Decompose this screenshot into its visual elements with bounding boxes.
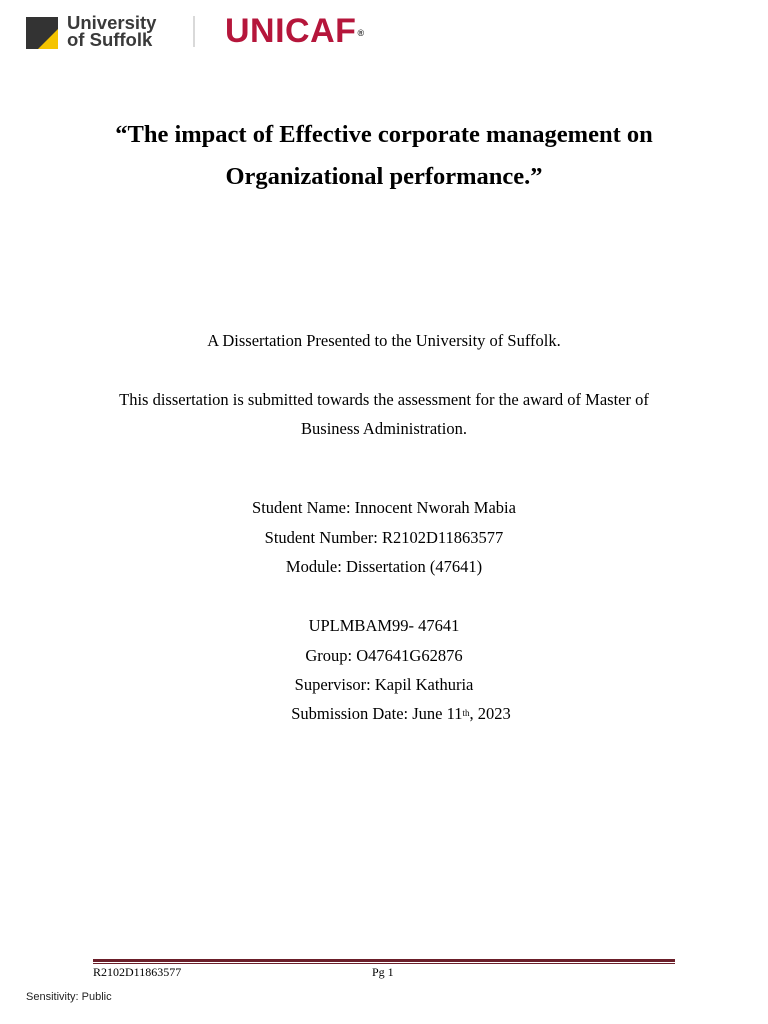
- submission-date-suffix: , 2023: [469, 704, 511, 723]
- unicaf-logo-text: UNICAF: [225, 12, 357, 50]
- submission-statement: This dissertation is submitted towards the assessment for the award of Master of Business Administration.: [119, 390, 649, 438]
- supervisor: Supervisor: Kapil Kathuria: [294, 675, 474, 694]
- unicaf-logo: [225, 13, 364, 49]
- registered-mark: ®: [357, 28, 365, 38]
- module: Module: Dissertation (47641): [285, 557, 483, 576]
- university-logo-line2: of Suffolk: [67, 29, 153, 50]
- student-name: Student Name: Innocent Nworah Mabia: [252, 498, 516, 517]
- submission-date: [17, 704, 768, 724]
- sensitivity-label: Sensitivity: Public: [26, 991, 112, 1003]
- course-code: UPLMBAM99- 47641: [308, 616, 460, 635]
- footer-page-number: Pg 1: [372, 965, 394, 979]
- dissertation-title: “The impact of Effective corporate management on Organizational performance.”: [115, 121, 653, 190]
- submission-date-prefix: Submission Date: June 11: [291, 704, 463, 723]
- footer-student-id: R2102D11863577: [93, 965, 182, 979]
- university-logo-text: [67, 14, 156, 48]
- presented-to: A Dissertation Presented to the University of Suffolk.: [207, 331, 561, 350]
- header-logos: [26, 14, 386, 50]
- student-number: Student Number: R2102D11863577: [264, 528, 504, 547]
- university-logo-line1: University: [67, 12, 157, 33]
- footer-rule: [93, 959, 675, 964]
- suffolk-logo-mark-icon: [26, 17, 58, 49]
- group: Group: O47641G62876: [305, 646, 463, 665]
- logo-divider: [193, 16, 195, 47]
- submission-date-ordinal: th: [462, 708, 470, 718]
